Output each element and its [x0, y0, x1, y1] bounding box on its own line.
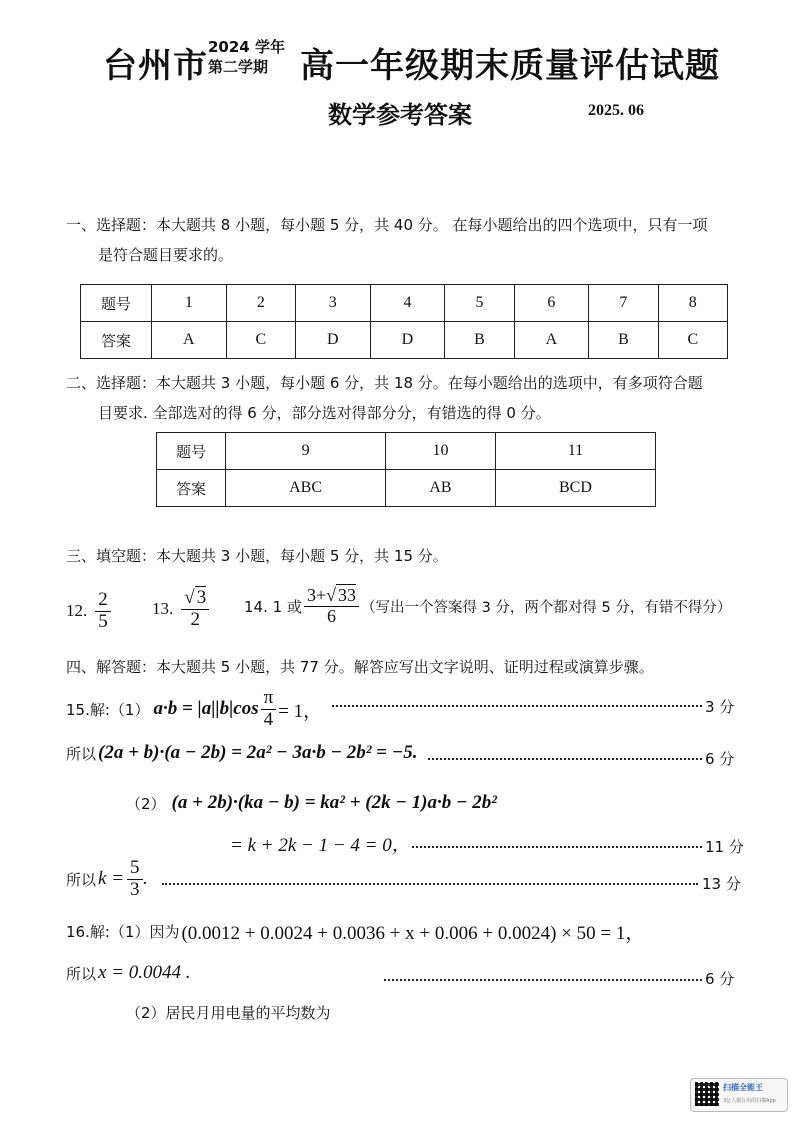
- table-cell: 答案: [157, 470, 226, 507]
- header-title: 高一年级期末质量评估试题: [300, 46, 720, 86]
- table-cell: 5: [445, 285, 514, 322]
- q14-numerator-a: 3+: [306, 585, 327, 605]
- q15-step2: [66, 742, 418, 764]
- stamp-brand: 扫描全能王: [723, 1083, 763, 1092]
- q15-step2-prefix: 所以: [66, 744, 97, 763]
- table-cell: 8: [658, 285, 727, 322]
- q15-five-thirds: [127, 858, 143, 901]
- q15-step4: = k + 2k − 1 − 4 = 0，: [230, 835, 411, 856]
- leader-dots: [332, 705, 702, 707]
- table-row: [157, 470, 656, 507]
- q15-step1-result: = 1，: [278, 700, 323, 722]
- table-cell: A: [152, 322, 227, 359]
- q13-label: 13.: [152, 599, 174, 619]
- table-cell: AB: [386, 470, 496, 507]
- q15-k-denominator: 3: [130, 878, 140, 900]
- q15-score3: 11 分: [705, 838, 744, 856]
- leader-dots: [384, 979, 702, 981]
- q15-four: 4: [263, 708, 274, 730]
- table-cell: 11: [495, 433, 655, 470]
- q12-numerator: 2: [95, 590, 111, 612]
- header-subtitle: 数学参考答案: [328, 101, 472, 129]
- q13-denominator: 2: [190, 608, 200, 630]
- q16-step2: [66, 962, 191, 984]
- q16-step1: [66, 918, 644, 945]
- table-cell: 答案: [81, 322, 152, 359]
- q14-answer: [244, 586, 731, 627]
- q15-step5-prefix: 所以: [66, 870, 97, 889]
- q16-part2: （2）居民月用电量的平均数为: [126, 1004, 331, 1022]
- q15-score1: 3 分: [705, 698, 735, 716]
- q13-fraction: [181, 588, 209, 631]
- header-date: 2025. 06: [588, 102, 644, 119]
- q13-numerator-wrap: √ 3: [181, 588, 209, 610]
- q15-part2-label: （2）: [126, 794, 166, 813]
- q16-step1-expr: (0.0012 + 0.0024 + 0.0036 + x + 0.006 + 0.0024) × 50 = 1，: [181, 923, 645, 944]
- table-cell: 4: [370, 285, 445, 322]
- table-cell: B: [445, 322, 514, 359]
- table-cell: 2: [226, 285, 295, 322]
- table-cell: 6: [514, 285, 589, 322]
- q14-numerator-b: 33: [337, 585, 356, 605]
- header-year: 2024 学年: [208, 38, 285, 56]
- table-cell: BCD: [495, 470, 655, 507]
- q12-label: 12.: [66, 601, 88, 621]
- q15-label: 15.解:（1）: [66, 700, 150, 719]
- q14-label: 14. 1 或: [244, 597, 302, 616]
- q16-step2-expr: x = 0.0044 .: [98, 962, 191, 983]
- leader-dots: [428, 758, 702, 760]
- q15-score4: 13 分: [702, 875, 741, 893]
- q15-step3: [126, 792, 497, 814]
- scanner-watermark: [690, 1078, 788, 1112]
- table-row: [81, 322, 728, 359]
- table-cell: 10: [386, 433, 496, 470]
- table-cell: A: [514, 322, 589, 359]
- section2-heading: 二、选择题：本大题共 3 小题，每小题 6 分，共 18 分。在每小题给出的选项中，有多项符合题: [66, 374, 703, 392]
- table-cell: 9: [226, 433, 386, 470]
- q15-step1-expr: a·b = |a||b|cos: [153, 698, 259, 720]
- leader-dots: [412, 846, 702, 848]
- table-cell: ABC: [226, 470, 386, 507]
- table-cell: C: [658, 322, 727, 359]
- q15-pi: π: [261, 688, 277, 710]
- q16-score1: 6 分: [705, 970, 735, 988]
- q15-step2-expr: (2a + b)·(a − 2b) = 2a² − 3a·b − 2b² = −5.: [98, 742, 418, 763]
- section1-heading: 一、选择题：本大题共 8 小题，每小题 5 分，共 40 分。 在每小题给出的四个选项中，只有一项: [66, 216, 708, 234]
- q12-denominator: 5: [98, 610, 108, 632]
- q15-pi-over-4: [261, 688, 277, 731]
- q15-step5: [66, 858, 147, 901]
- section3-heading: 三、填空题：本大题共 3 小题，每小题 5 分，共 15 分。: [66, 547, 448, 565]
- q15-step1: [66, 688, 322, 731]
- table-cell: 3: [295, 285, 370, 322]
- table-cell: 题号: [81, 285, 152, 322]
- header-term: 第二学期: [208, 58, 269, 76]
- q13-answer: [152, 588, 209, 631]
- q16-label: 16.解:（1）因为: [66, 923, 180, 941]
- q15-k-numerator: 5: [127, 858, 143, 880]
- header-city: 台州市: [103, 46, 208, 86]
- section1-answer-table: [80, 284, 728, 359]
- q15-step3-expr: (a + 2b)·(ka − b) = ka² + (2k − 1)a·b − 2b²: [171, 792, 497, 813]
- table-row: [81, 285, 728, 322]
- q15-score2: 6 分: [705, 750, 735, 768]
- q15-step5-k: k =: [98, 868, 125, 890]
- table-cell: C: [226, 322, 295, 359]
- q14-note: （写出一个答案得 3 分，两个都对得 5 分，有错不得分）: [360, 599, 732, 616]
- table-cell: D: [295, 322, 370, 359]
- table-cell: 题号: [157, 433, 226, 470]
- q13-numerator: 3: [196, 587, 207, 608]
- q14-fraction: [304, 586, 359, 627]
- q12-answer: [66, 590, 111, 633]
- table-row: [157, 433, 656, 470]
- qr-code-icon: [695, 1082, 719, 1106]
- q16-step2-prefix: 所以: [66, 964, 97, 983]
- q12-fraction: [95, 590, 111, 633]
- section2-heading-cont: 目要求. 全部选对的得 6 分，部分选对得部分分，有错选的得 0 分。: [98, 404, 551, 422]
- q14-denominator: 6: [326, 605, 336, 626]
- section1-heading-cont: 是符合题目要求的。: [98, 246, 234, 264]
- table-cell: 1: [152, 285, 227, 322]
- table-cell: 7: [589, 285, 658, 322]
- section4-heading: 四、解答题：本大题共 5 小题，共 77 分。解答应写出文字说明、证明过程或演算步骤。: [66, 658, 654, 676]
- q15-step5-end: .: [142, 868, 148, 890]
- q14-numerator-wrap: 3+√ 33: [304, 586, 359, 607]
- section2-answer-table: [156, 432, 656, 507]
- table-cell: D: [370, 322, 445, 359]
- table-cell: B: [589, 322, 658, 359]
- stamp-subtitle: 3亿人都在用的扫描App: [723, 1098, 776, 1104]
- leader-dots: [162, 883, 698, 885]
